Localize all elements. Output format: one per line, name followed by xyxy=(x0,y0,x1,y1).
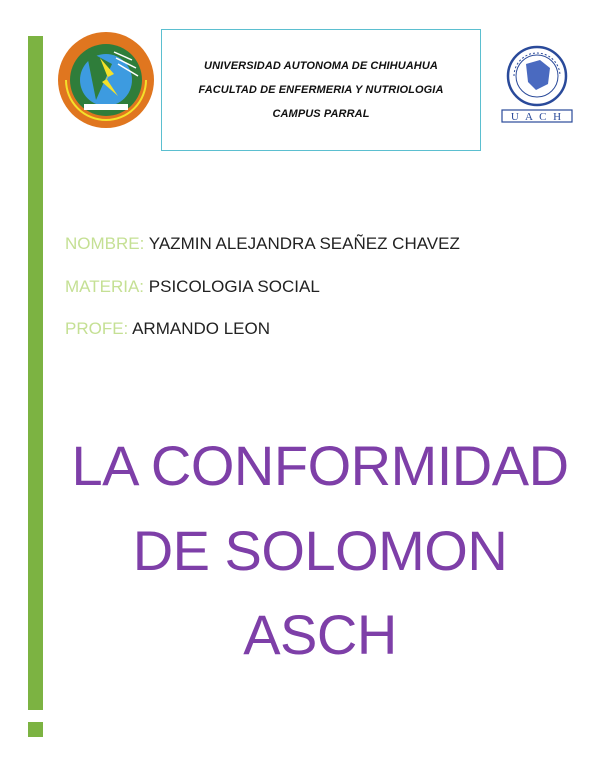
title-line-3: ASCH xyxy=(243,603,397,666)
subject-value: PSICOLOGIA SOCIAL xyxy=(148,277,320,296)
faculty-seal-icon xyxy=(56,30,156,130)
teacher-label: PROFE: xyxy=(65,319,129,338)
title-line-1: LA CONFORMIDAD xyxy=(71,434,569,497)
campus-name: CAMPUS PARRAL xyxy=(272,108,370,120)
header-box xyxy=(161,29,481,151)
teacher-value: ARMANDO LEON xyxy=(132,319,271,338)
name-label: NOMBRE: xyxy=(65,234,145,253)
subject-line xyxy=(65,277,320,297)
title-line-2: DE SOLOMON xyxy=(132,519,508,582)
name-line xyxy=(65,234,460,254)
faculty-name: FACULTAD DE ENFERMERIA Y NUTRIOLOGIA xyxy=(198,84,444,96)
subject-label: MATERIA: xyxy=(65,277,145,296)
university-name: UNIVERSIDAD AUTONOMA DE CHIHUAHUA xyxy=(204,60,438,72)
uach-seal-icon xyxy=(500,44,574,124)
side-accent-square xyxy=(28,722,43,737)
uach-seal-text: U A C H xyxy=(510,111,564,123)
name-value: YAZMIN ALEJANDRA SEAÑEZ CHAVEZ xyxy=(148,234,460,253)
teacher-line xyxy=(65,319,270,339)
